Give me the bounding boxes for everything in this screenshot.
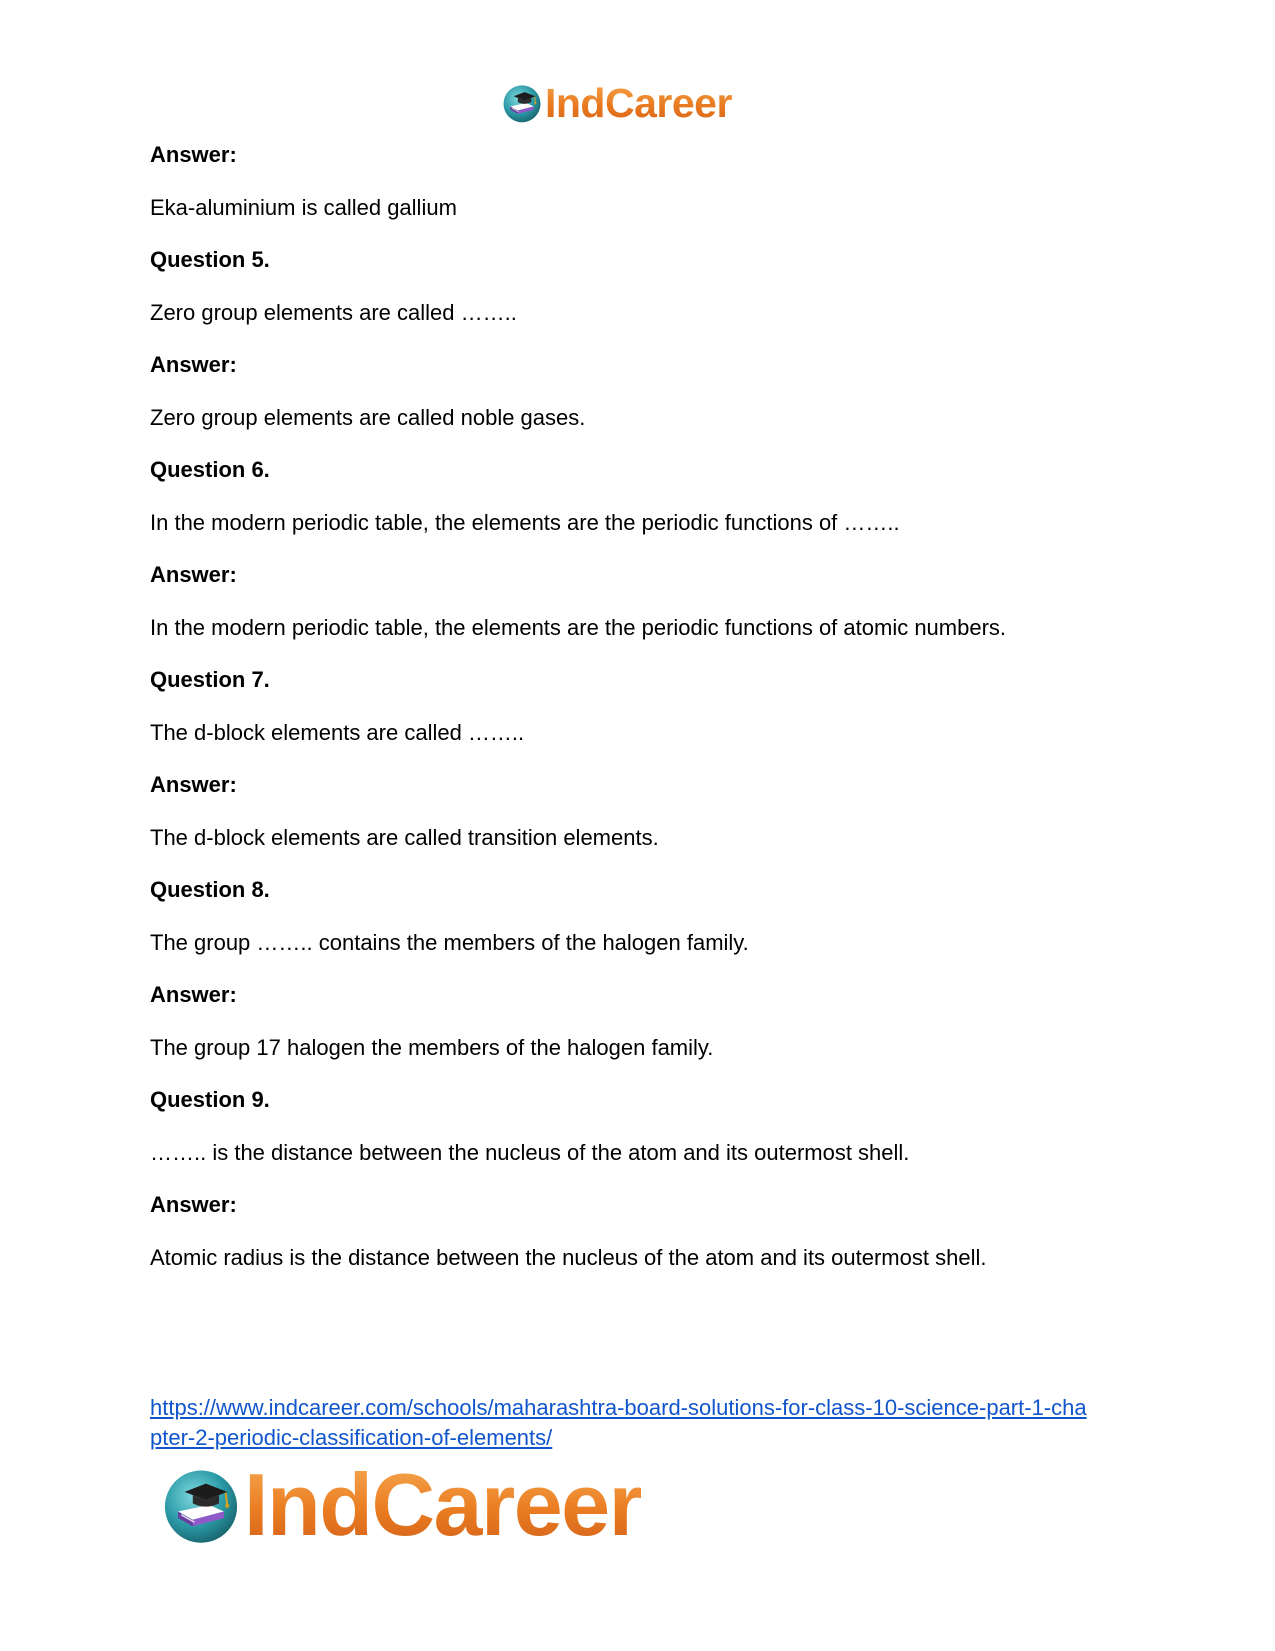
answer-label: Answer: [150,982,237,1007]
question-text: The group …….. contains the members of the halogen family. [150,930,749,955]
answer-label: Answer: [150,772,237,797]
header-logo [501,78,732,128]
source-link-line-2[interactable]: pter-2-periodic-classification-of-elements/ [150,1425,553,1450]
question-text: Zero group elements are called …….. [150,300,517,325]
answer-text: Zero group elements are called noble gases. [150,405,586,430]
question-text: In the modern periodic table, the elements are the periodic functions of …….. [150,510,900,535]
brand-name: IndCareer [545,79,732,126]
answer-text: The d-block elements are called transition elements. [150,825,659,850]
answer-label: Answer: [150,142,237,167]
question-text: The d-block elements are called …….. [150,720,525,745]
question-label: Question 9. [150,1087,270,1112]
globe-book-graduation-cap-icon [160,1464,242,1546]
answer-label: Answer: [150,562,237,587]
answer-text: Atomic radius is the distance between the nucleus of the atom and its outermost shell. [150,1245,987,1270]
source-link-line-1[interactable]: https://www.indcareer.com/schools/maharashtra-board-solutions-for-class-10-science-part-1-cha [150,1395,1087,1420]
brand-name: IndCareer [244,1455,642,1554]
question-label: Question 6. [150,457,270,482]
footer-logo [160,1455,642,1554]
question-text: …….. is the distance between the nucleus of the atom and its outermost shell. [150,1140,910,1165]
source-link[interactable] [150,1393,1130,1453]
answer-label: Answer: [150,1192,237,1217]
globe-book-graduation-cap-icon [501,82,543,124]
answer-text: In the modern periodic table, the elements are the periodic functions of atomic numbers. [150,615,1007,640]
question-label: Question 8. [150,877,270,902]
question-label: Question 7. [150,667,270,692]
answer-text: Eka-aluminium is called gallium [150,195,457,220]
question-label: Question 5. [150,247,270,272]
answer-text: The group 17 halogen the members of the halogen family. [150,1035,714,1060]
answer-label: Answer: [150,352,237,377]
